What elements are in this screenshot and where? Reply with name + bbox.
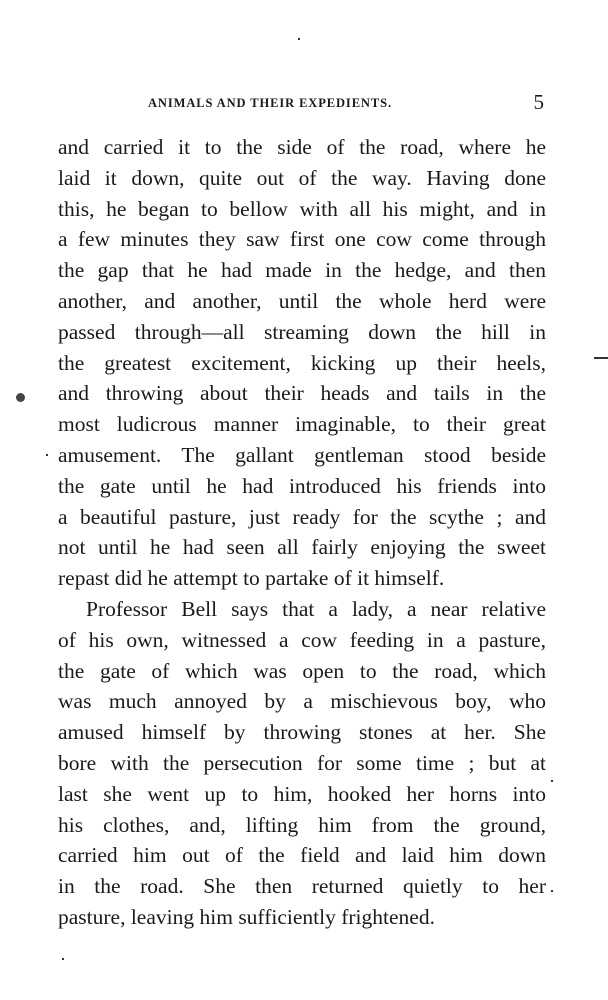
ink-speck: [46, 454, 48, 456]
text-line: in the road. She then returned quietly to her: [58, 874, 546, 899]
margin-dash: [594, 357, 608, 359]
ink-speck: [62, 958, 64, 960]
text-line: the gap that he had made in the hedge, and then: [58, 258, 546, 283]
text-line: the gate of which was open to the road, which: [58, 658, 546, 683]
ink-blot: [16, 393, 25, 402]
text-line: Professor Bell says that a lady, a near relative: [86, 596, 546, 621]
text-line: his clothes, and, lifting him from the ground,: [58, 812, 546, 837]
text-line: repast did he attempt to partake of it himself.: [58, 566, 445, 591]
text-line: the gate until he had introduced his friends into: [58, 473, 546, 498]
body-text: [58, 132, 546, 933]
text-line: carried him out of the field and laid him down: [58, 843, 546, 868]
text-line: this, he began to bellow with all his might, and in: [58, 196, 546, 221]
text-line: amusement. The gallant gentleman stood beside: [58, 442, 546, 467]
text-line: laid it down, quite out of the way. Having done: [58, 165, 546, 190]
text-line: last she went up to him, hooked her horns into: [58, 781, 546, 806]
ink-speck: [551, 780, 553, 782]
text-line: and throwing about their heads and tails in the: [58, 381, 546, 406]
text-line: and carried it to the side of the road, where he: [58, 135, 546, 159]
page-header: [60, 90, 550, 118]
text-line: the greatest excitement, kicking up their heels,: [58, 350, 546, 375]
text-line: most ludicrous manner imaginable, to their great: [58, 412, 546, 437]
text-line: of his own, witnessed a cow feeding in a pasture,: [58, 627, 546, 652]
running-head: ANIMALS AND THEIR EXPEDIENTS.: [148, 96, 392, 110]
text-line: not until he had seen all fairly enjoying the sweet: [58, 535, 546, 560]
text-line: pasture, leaving him sufficiently frightened.: [58, 904, 435, 929]
text-line: bore with the persecution for some time ; but at: [58, 750, 546, 775]
ink-speck: [298, 38, 300, 40]
text-line: a beautiful pasture, just ready for the scythe ; and: [58, 504, 546, 529]
text-line: another, and another, until the whole herd were: [58, 288, 546, 313]
page-number: 5: [533, 90, 544, 114]
text-line: was much annoyed by a mischievous boy, who: [58, 689, 546, 714]
text-line: a few minutes they saw first one cow come through: [58, 227, 546, 252]
text-line: passed through—all streaming down the hill in: [58, 319, 546, 344]
ink-speck: [551, 890, 553, 892]
text-line: amused himself by throwing stones at her. She: [58, 720, 546, 745]
